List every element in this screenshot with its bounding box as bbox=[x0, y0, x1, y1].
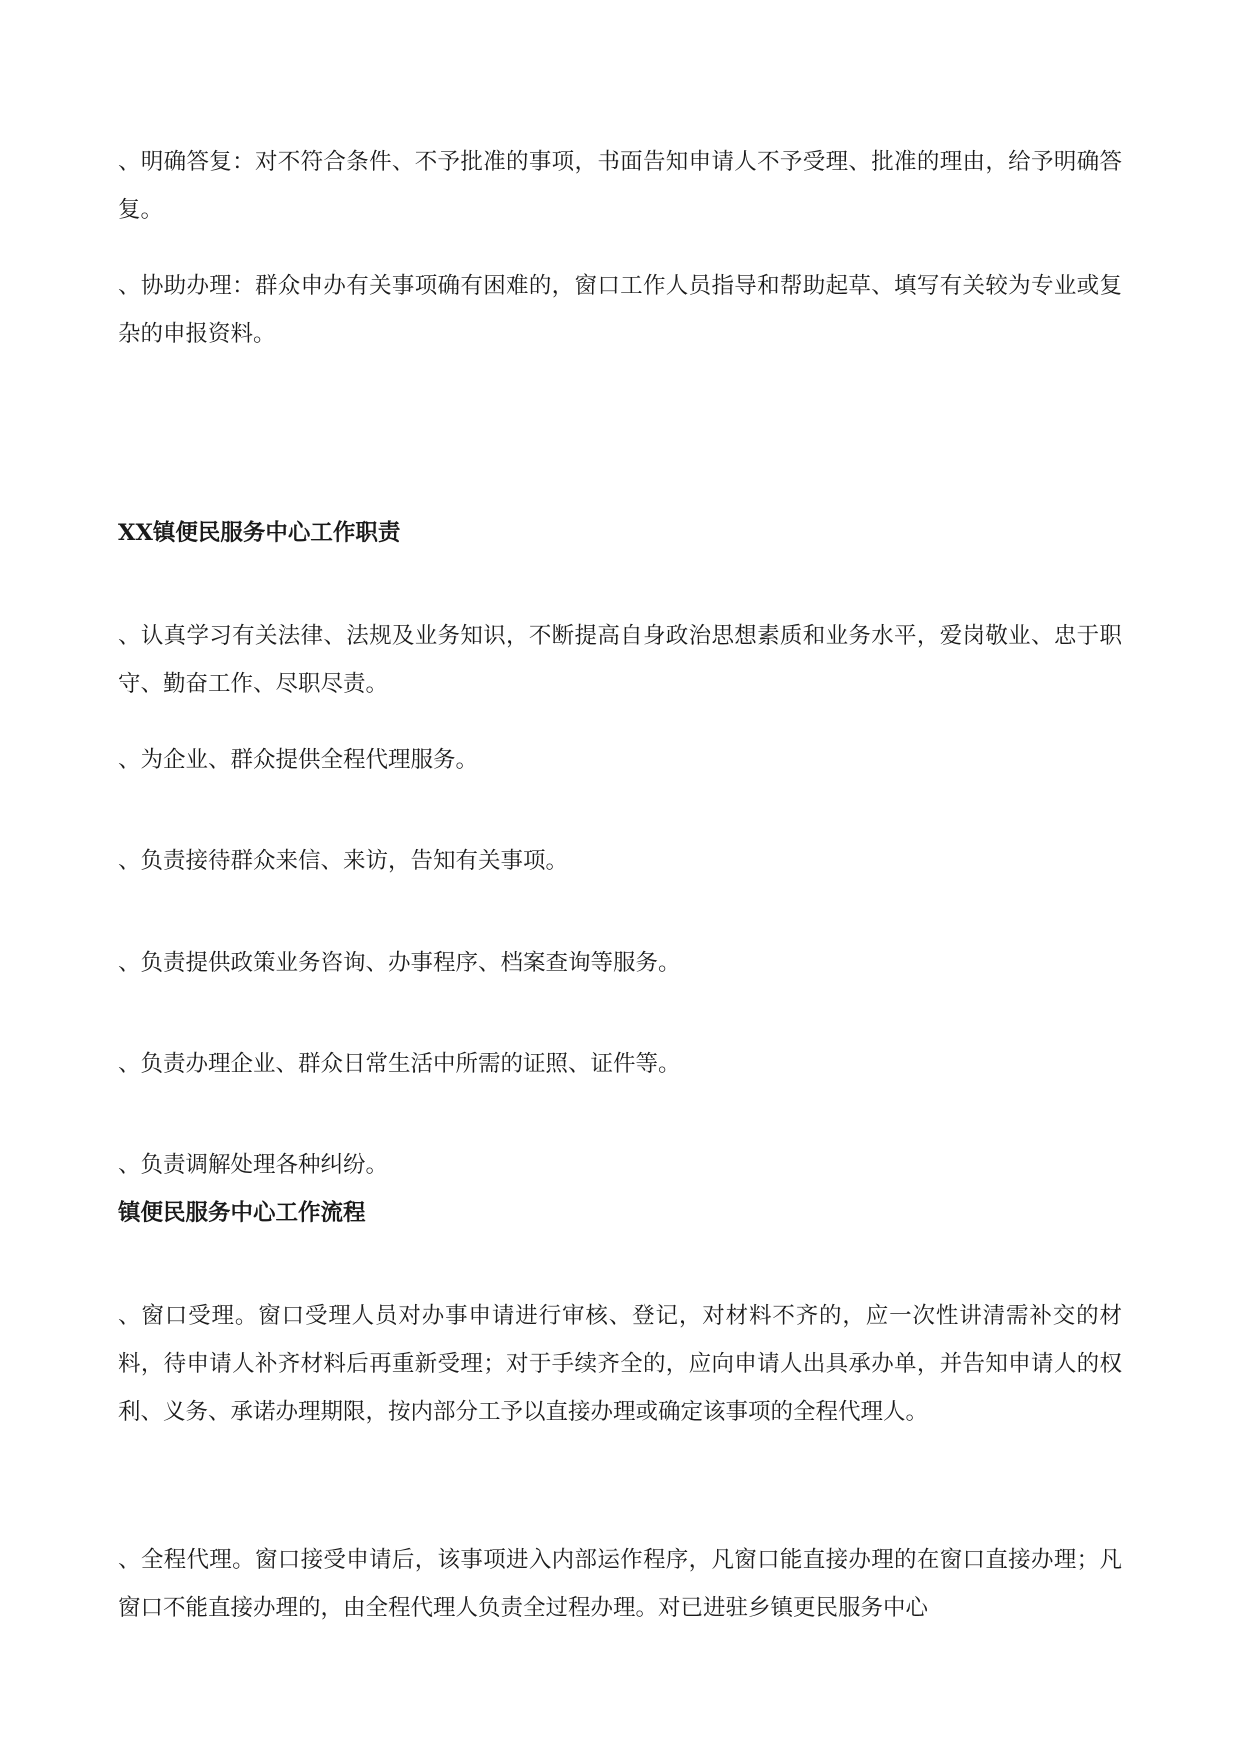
duty-item-agency-service: 、为企业、群众提供全程代理服务。 bbox=[118, 747, 479, 773]
section-title-duties: XX镇便民服务中心工作职责 bbox=[118, 520, 401, 546]
workflow-item-full-agency: 、全程代理。窗口接受申请后，该事项进入内部运作程序，凡窗口能直接办理的在窗口直接办理；凡窗口不能直接办理的，由全程代理人负责全过程办理。对已进驻乡镇更民服务中心 bbox=[118, 1547, 1122, 1621]
duty-item-reception: 、负责接待群众来信、来访，告知有关事项。 bbox=[118, 848, 569, 874]
duty-item-consultation: 、负责提供政策业务咨询、办事程序、档案查询等服务。 bbox=[118, 950, 681, 976]
paragraph-assist-handling: 、协助办理：群众申办有关事项确有困难的，窗口工作人员指导和帮助起草、填写有关较为专业或复杂的申报资料。 bbox=[118, 273, 1122, 347]
workflow-item-window-acceptance: 、窗口受理。窗口受理人员对办事申请进行审核、登记，对材料不齐的，应一次性讲清需补交的材料，待申请人补齐材料后再重新受理；对于手续齐全的，应向申请人出具承办单，并告知申请人的权利、义务、承诺办理期限，按内部分工予以直接办理或确定该事项的全程代理人。 bbox=[118, 1303, 1122, 1425]
duty-item-certificates: 、负责办理企业、群众日常生活中所需的证照、证件等。 bbox=[118, 1051, 681, 1077]
paragraph-explicit-reply: 、明确答复：对不符合条件、不予批准的事项，书面告知申请人不予受理、批准的理由，给予明确答复。 bbox=[118, 149, 1122, 223]
duty-item-study: 、认真学习有关法律、法规及业务知识，不断提高自身政治思想素质和业务水平，爱岗敬业、忠于职守、勤奋工作、尽职尽责。 bbox=[118, 623, 1122, 697]
section-title-workflow: 镇便民服务中心工作流程 bbox=[118, 1200, 366, 1226]
duty-item-mediation: 、负责调解处理各种纠纷。 bbox=[118, 1152, 389, 1178]
